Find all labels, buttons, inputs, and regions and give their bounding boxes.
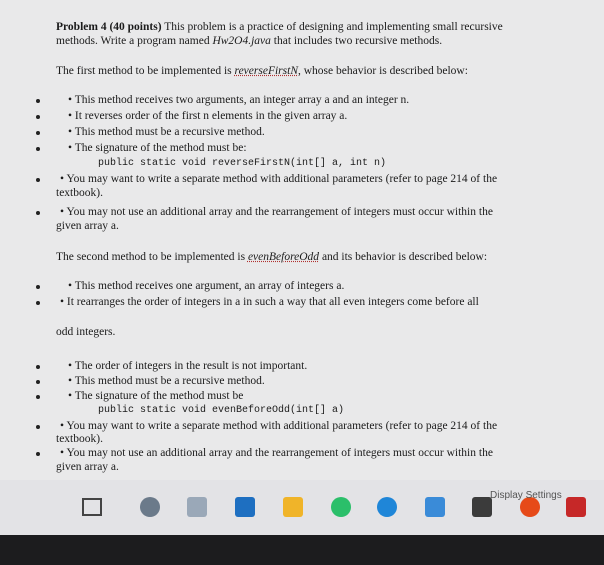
bullet bbox=[36, 131, 40, 135]
third-item-1: • The order of integers in the result is not important. bbox=[68, 360, 308, 372]
monitor-bezel bbox=[0, 535, 604, 565]
bullet bbox=[36, 365, 40, 369]
bullet bbox=[36, 99, 40, 103]
bullet bbox=[36, 380, 40, 384]
bullet bbox=[36, 301, 40, 305]
first-method-intro: The first method to be implemented is reverseFirstN, whose behavior is described below: bbox=[56, 65, 468, 77]
first-no-line: • You may not use an additional array and the rearrangement of integers must occur within the bbox=[60, 206, 493, 218]
third-item-3: • The signature of the method must be bbox=[68, 390, 244, 402]
bullet bbox=[36, 147, 40, 151]
third-item-2: • This method must be a recursive method. bbox=[68, 375, 265, 387]
bullet bbox=[36, 425, 40, 429]
first-method-name: reverseFirstN bbox=[234, 65, 298, 77]
first-may-line-2: textbook). bbox=[56, 187, 103, 199]
second-no-line-2: given array a. bbox=[56, 461, 119, 473]
first-item-2: • It reverses order of the first n elements in the given array a. bbox=[68, 110, 348, 122]
app-icon-2[interactable] bbox=[187, 497, 207, 517]
second-item-2: • It rearranges the order of integers in a in such a way that all even integers come before all bbox=[60, 296, 479, 308]
app-icon-5[interactable] bbox=[472, 497, 492, 517]
second-may-line: • You may want to write a separate method with additional parameters (refer to page 214 of the bbox=[60, 420, 498, 432]
app-icon-3[interactable] bbox=[331, 497, 351, 517]
bullet bbox=[36, 115, 40, 119]
title-text-2b: that includes two recursive methods. bbox=[270, 35, 443, 47]
display-settings-label[interactable]: Display Settings bbox=[490, 490, 562, 501]
odd-integers-line: odd integers. bbox=[56, 326, 116, 338]
app-icon-6[interactable] bbox=[566, 497, 586, 517]
first-may-line: • You may want to write a separate method with additional parameters (refer to page 214 of the bbox=[60, 173, 498, 185]
second-method-name: evenBeforeOdd bbox=[247, 251, 320, 263]
second-no-line: • You may not use an additional array and the rearrangement of integers must occur within the bbox=[60, 447, 493, 459]
bullet bbox=[36, 285, 40, 289]
first-item-4: • The signature of the method must be: bbox=[68, 142, 247, 154]
second-may-line-2: textbook). bbox=[56, 433, 103, 445]
bullet bbox=[36, 452, 40, 456]
problem-title bbox=[56, 20, 576, 48]
first-item-3: • This method must be a recursive method. bbox=[68, 126, 265, 138]
title-text: This problem is a practice of designing and implementing small recursive bbox=[161, 21, 503, 33]
folder-icon[interactable] bbox=[283, 497, 303, 517]
outlook-icon[interactable] bbox=[235, 497, 255, 517]
second-signature: public static void evenBeforeOdd(int[] a) bbox=[98, 405, 345, 416]
problem-heading: Problem 4 (40 points) bbox=[56, 21, 162, 33]
first-signature: public static void reverseFirstN(int[] a, int n) bbox=[98, 158, 387, 169]
display-settings-link[interactable] bbox=[490, 490, 562, 501]
taskview-icon[interactable] bbox=[82, 498, 102, 516]
program-name: Hw2O4.java bbox=[212, 35, 271, 47]
bullet bbox=[36, 178, 40, 182]
first-item-1: • This method receives two arguments, an integer array a and an integer n. bbox=[68, 94, 410, 106]
second-method-intro: The second method to be implemented is evenBeforeOdd and its behavior is described below: bbox=[56, 251, 488, 263]
edge-icon[interactable] bbox=[377, 497, 397, 517]
title-text-2a: methods. Write a program named bbox=[56, 35, 213, 47]
app-icon-1[interactable] bbox=[140, 497, 160, 517]
app-icon-4[interactable] bbox=[425, 497, 445, 517]
second-item-1: • This method receives one argument, an array of integers a. bbox=[68, 280, 345, 292]
first-no-line-2: given array a. bbox=[56, 220, 119, 232]
bullet bbox=[36, 395, 40, 399]
bullet bbox=[36, 211, 40, 215]
